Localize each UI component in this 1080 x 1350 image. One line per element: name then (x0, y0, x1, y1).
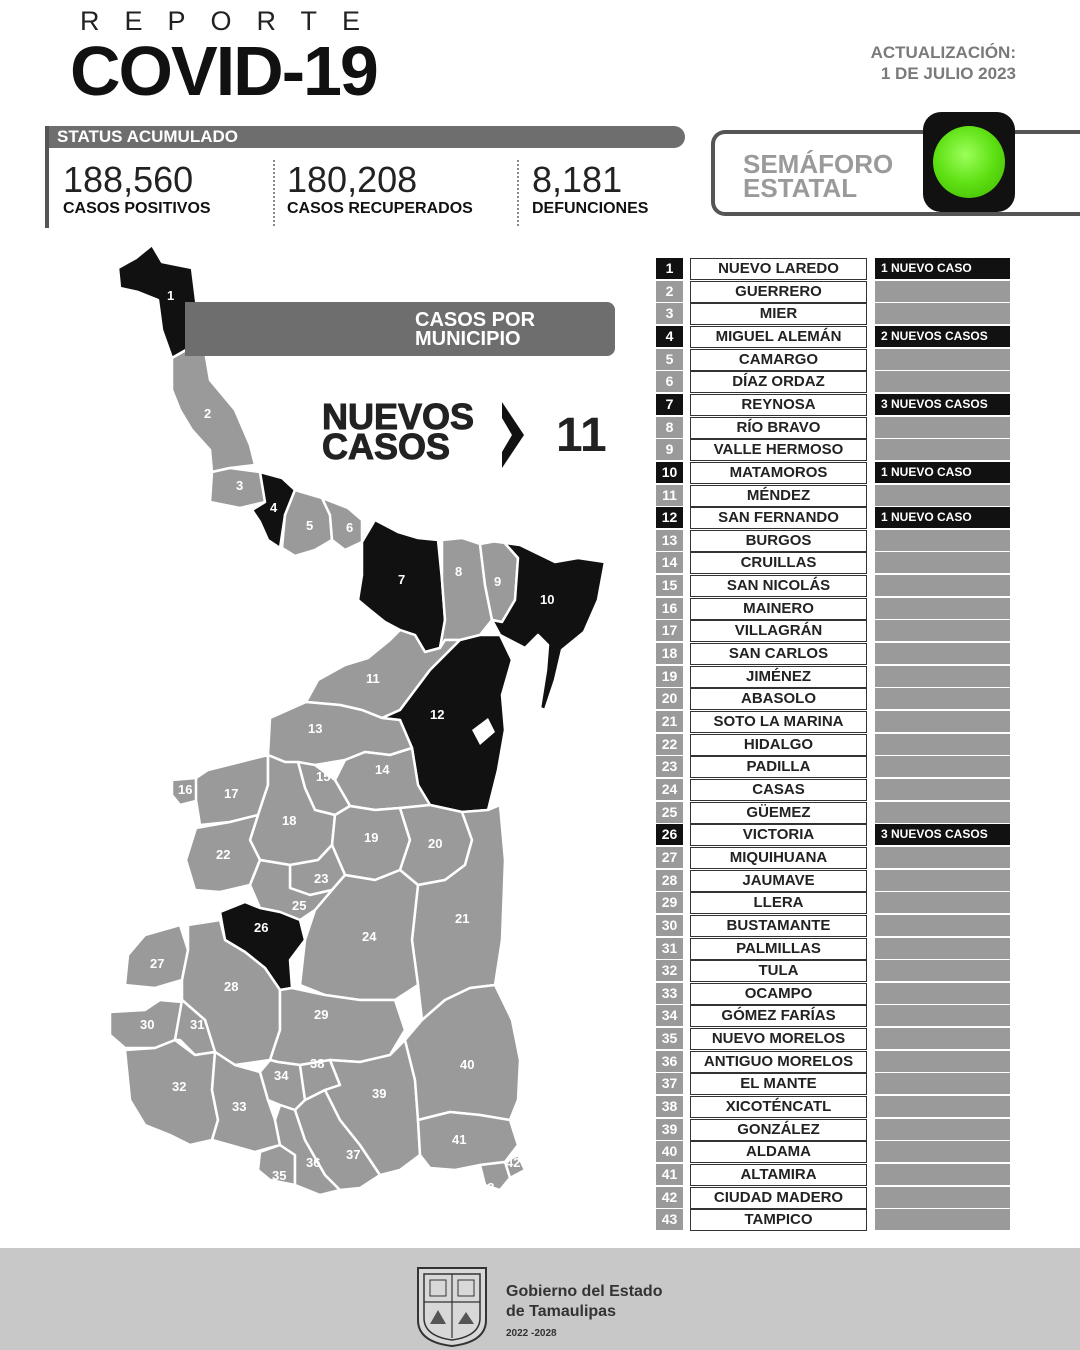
nuevos-line2: CASOS (322, 426, 451, 467)
municipio-cases (875, 779, 1010, 800)
list-item (656, 643, 1012, 665)
municipio-number: 43 (656, 1209, 683, 1230)
stat-defunciones-label: DEFUNCIONES (532, 200, 649, 217)
municipio-name: GÜEMEZ (690, 802, 867, 824)
status-panel (45, 126, 685, 228)
municipio-number: 38 (656, 1096, 683, 1117)
municipio-name: CRUILLAS (690, 552, 867, 574)
municipio-cases (875, 666, 1010, 687)
municipio-name: SOTO LA MARINA (690, 711, 867, 733)
municipio-number: 18 (656, 643, 683, 664)
municipio-number: 20 (656, 688, 683, 709)
map-title-line1: CASOS POR (415, 309, 536, 331)
svg-text:39: 39 (372, 1086, 387, 1101)
municipio-number: 42 (656, 1187, 683, 1208)
list-item (656, 507, 1012, 529)
municipio-cases (875, 688, 1010, 709)
municipio-name: ALDAMA (690, 1141, 867, 1163)
municipio-cases (875, 417, 1010, 438)
municipio-cases: 3 NUEVOS CASOS (875, 824, 1010, 845)
municipio-number: 16 (656, 598, 683, 619)
municipio-name: PALMILLAS (690, 938, 867, 960)
update-label: ACTUALIZACIÓN: (870, 43, 1016, 62)
municipio-number: 2 (656, 281, 683, 302)
municipio-name: REYNOSA (690, 394, 867, 416)
svg-text:38: 38 (310, 1056, 325, 1071)
list-item (656, 734, 1012, 756)
nuevos-casos-label (322, 396, 475, 467)
map-title-bar (185, 302, 615, 356)
municipio-name: XICOTÉNCATL (690, 1096, 867, 1118)
municipio-name: VALLE HERMOSO (690, 439, 867, 461)
list-item (656, 779, 1012, 801)
traffic-light-icon (923, 112, 1015, 212)
municipio-cases (875, 1051, 1010, 1072)
municipio-number: 39 (656, 1119, 683, 1140)
municipio-cases (875, 1164, 1010, 1185)
stat-recuperados-label: CASOS RECUPERADOS (287, 200, 473, 217)
municipio-number: 10 (656, 462, 683, 483)
list-item (656, 756, 1012, 778)
svg-text:14: 14 (375, 762, 390, 777)
municipio-number: 9 (656, 439, 683, 460)
svg-text:18: 18 (282, 813, 297, 828)
svg-text:19: 19 (364, 830, 379, 845)
svg-text:21: 21 (455, 911, 470, 926)
list-item (656, 688, 1012, 710)
list-item (656, 371, 1012, 393)
svg-text:25: 25 (292, 898, 307, 913)
municipio-number: 41 (656, 1164, 683, 1185)
municipio-cases (875, 1028, 1010, 1049)
municipio-cases (875, 734, 1010, 755)
municipio-name: JIMÉNEZ (690, 666, 867, 688)
svg-text:36: 36 (306, 1155, 321, 1170)
list-item (656, 711, 1012, 733)
municipio-number: 19 (656, 666, 683, 687)
municipio-cases (875, 1005, 1010, 1026)
municipio-name: MAINERO (690, 598, 867, 620)
list-item (656, 983, 1012, 1005)
municipio-cases (875, 1141, 1010, 1162)
municipio-number: 7 (656, 394, 683, 415)
municipio-number: 35 (656, 1028, 683, 1049)
municipio-name: VILLAGRÁN (690, 620, 867, 642)
semaforo-label (743, 149, 894, 203)
municipio-name: NUEVO LAREDO (690, 258, 867, 280)
municipio-number: 4 (656, 326, 683, 347)
list-item (656, 915, 1012, 937)
municipio-name: PADILLA (690, 756, 867, 778)
svg-text:7: 7 (398, 572, 406, 587)
svg-text:35: 35 (272, 1168, 287, 1183)
stat-positivos (63, 160, 211, 218)
list-item (656, 620, 1012, 642)
municipio-cases (875, 620, 1010, 641)
nuevos-total: 11 (556, 409, 607, 462)
municipio-cases (875, 1073, 1010, 1094)
municipio-cases: 3 NUEVOS CASOS (875, 394, 1010, 415)
svg-text:9: 9 (494, 574, 502, 589)
municipio-name: ABASOLO (690, 688, 867, 710)
list-item (656, 1073, 1012, 1095)
svg-text:24: 24 (362, 929, 377, 944)
list-item (656, 938, 1012, 960)
svg-text:15: 15 (316, 769, 331, 784)
municipio-cases (875, 756, 1010, 777)
stat-recuperados-value: 180,208 (287, 159, 418, 200)
municipio-cases (875, 1187, 1010, 1208)
svg-text:11: 11 (366, 671, 380, 686)
stat-recuperados (287, 160, 473, 218)
municipio-name: MÉNDEZ (690, 485, 867, 507)
municipio-name: MIER (690, 303, 867, 325)
municipio-name: SAN NICOLÁS (690, 575, 867, 597)
municipio-cases (875, 892, 1010, 913)
municipio-name: GUERRERO (690, 281, 867, 303)
municipio-number: 5 (656, 349, 683, 370)
municipio-name: EL MANTE (690, 1073, 867, 1095)
semaforo-panel (711, 130, 1080, 216)
municipio-number: 15 (656, 575, 683, 596)
municipio-name: BURGOS (690, 530, 867, 552)
svg-text:10: 10 (540, 592, 555, 607)
municipio-cases (875, 847, 1010, 868)
municipio-cases (875, 1096, 1010, 1117)
svg-text:8: 8 (455, 564, 463, 579)
municipio-name: RÍO BRAVO (690, 417, 867, 439)
municipio-number: 1 (656, 258, 683, 279)
list-item (656, 1096, 1012, 1118)
municipio-cases (875, 530, 1010, 551)
municipio-cases (875, 960, 1010, 981)
municipio-name: GONZÁLEZ (690, 1119, 867, 1141)
municipio-name: TAMPICO (690, 1209, 867, 1231)
municipio-number: 30 (656, 915, 683, 936)
government-years: 2022 -2028 (506, 1328, 557, 1339)
municipio-cases (875, 552, 1010, 573)
municipio-number: 22 (656, 734, 683, 755)
list-item (656, 1005, 1012, 1027)
status-bar: STATUS ACUMULADO (49, 126, 685, 148)
municipio-name: OCAMPO (690, 983, 867, 1005)
municipio-name: CASAS (690, 779, 867, 801)
svg-text:30: 30 (140, 1017, 155, 1032)
svg-text:29: 29 (314, 1007, 329, 1022)
svg-text:32: 32 (172, 1079, 187, 1094)
list-item (656, 462, 1012, 484)
tamaulipas-map (100, 240, 620, 1200)
municipio-name: SAN CARLOS (690, 643, 867, 665)
municipio-name: JAUMAVE (690, 870, 867, 892)
svg-text:16: 16 (178, 782, 193, 797)
list-item (656, 1187, 1012, 1209)
svg-text:4: 4 (270, 500, 278, 515)
list-item (656, 349, 1012, 371)
map-region-2 (172, 345, 255, 472)
municipio-number: 14 (656, 552, 683, 573)
municipio-name: HIDALGO (690, 734, 867, 756)
municipio-number: 24 (656, 779, 683, 800)
list-item (656, 1119, 1012, 1141)
svg-text:13: 13 (308, 721, 323, 736)
municipio-cases (875, 303, 1010, 324)
municipio-name: ALTAMIRA (690, 1164, 867, 1186)
list-item (656, 439, 1012, 461)
municipio-number: 21 (656, 711, 683, 732)
svg-text:1: 1 (167, 288, 175, 303)
municipio-cases (875, 281, 1010, 302)
list-item (656, 598, 1012, 620)
municipio-number: 26 (656, 824, 683, 845)
government-name (506, 1282, 662, 1322)
municipio-cases (875, 575, 1010, 596)
list-item (656, 575, 1012, 597)
list-item (656, 960, 1012, 982)
svg-text:40: 40 (460, 1057, 475, 1072)
svg-text:26: 26 (254, 920, 269, 935)
stat-positivos-value: 188,560 (63, 159, 194, 200)
municipio-name: LLERA (690, 892, 867, 914)
municipio-name: MATAMOROS (690, 462, 867, 484)
list-item (656, 847, 1012, 869)
municipio-name: CIUDAD MADERO (690, 1187, 867, 1209)
list-item (656, 666, 1012, 688)
svg-text:34: 34 (274, 1068, 289, 1083)
municipio-name: DÍAZ ORDAZ (690, 371, 867, 393)
list-item (656, 485, 1012, 507)
municipio-number: 3 (656, 303, 683, 324)
list-item (656, 870, 1012, 892)
municipio-number: 25 (656, 802, 683, 823)
municipio-name: NUEVO MORELOS (690, 1028, 867, 1050)
municipio-number: 17 (656, 620, 683, 641)
municipio-cases (875, 711, 1010, 732)
list-item (656, 802, 1012, 824)
municipio-cases: 2 NUEVOS CASOS (875, 326, 1010, 347)
stat-defunciones-value: 8,181 (532, 159, 623, 200)
list-item (656, 303, 1012, 325)
municipio-number: 32 (656, 960, 683, 981)
municipio-number: 28 (656, 870, 683, 891)
svg-text:12: 12 (430, 707, 445, 722)
municipio-cases (875, 1209, 1010, 1230)
list-item (656, 530, 1012, 552)
list-item (656, 1028, 1012, 1050)
municipio-number: 13 (656, 530, 683, 551)
green-light (933, 126, 1005, 198)
municipio-number: 29 (656, 892, 683, 913)
municipio-name: MIGUEL ALEMÁN (690, 326, 867, 348)
government-line1: Gobierno del Estado (506, 1283, 663, 1300)
municipio-cases (875, 643, 1010, 664)
municipio-cases (875, 983, 1010, 1004)
municipio-cases (875, 870, 1010, 891)
municipio-number: 40 (656, 1141, 683, 1162)
municipio-name: BUSTAMANTE (690, 915, 867, 937)
list-item (656, 1051, 1012, 1073)
municipio-number: 23 (656, 756, 683, 777)
list-item (656, 1209, 1012, 1231)
map-title-line2: MUNICIPIO (415, 328, 521, 350)
svg-text:33: 33 (232, 1099, 247, 1114)
state-seal-icon (412, 1262, 492, 1348)
svg-text:23: 23 (314, 871, 329, 886)
municipio-cases (875, 349, 1010, 370)
municipio-number: 8 (656, 417, 683, 438)
list-item (656, 824, 1012, 846)
svg-text:6: 6 (346, 520, 354, 535)
update-date: 1 DE JULIO 2023 (880, 64, 1016, 83)
municipio-cases: 1 NUEVO CASO (875, 258, 1010, 279)
semaforo-line2: ESTATAL (743, 173, 858, 203)
municipio-number: 6 (656, 371, 683, 392)
municipio-cases: 1 NUEVO CASO (875, 462, 1010, 483)
list-item (656, 326, 1012, 348)
svg-text:3: 3 (236, 478, 244, 493)
svg-text:41: 41 (452, 1132, 467, 1147)
map-region-29 (270, 988, 405, 1065)
list-item (656, 552, 1012, 574)
municipio-number: 36 (656, 1051, 683, 1072)
svg-text:5: 5 (306, 518, 314, 533)
stat-divider (273, 160, 275, 226)
municipio-cases (875, 485, 1010, 506)
municipio-cases: 1 NUEVO CASO (875, 507, 1010, 528)
list-item (656, 1141, 1012, 1163)
list-item (656, 892, 1012, 914)
svg-text:43: 43 (480, 1180, 495, 1195)
municipio-number: 27 (656, 847, 683, 868)
nuevos-line1: NUEVOS (322, 396, 475, 437)
municipio-name: SAN FERNANDO (690, 507, 867, 529)
report-label: REPORTE (80, 6, 386, 36)
list-item (656, 1164, 1012, 1186)
svg-text:42: 42 (506, 1155, 521, 1170)
government-line2: de Tamaulipas (506, 1303, 616, 1320)
municipio-number: 37 (656, 1073, 683, 1094)
svg-text:20: 20 (428, 836, 443, 851)
svg-text:28: 28 (224, 979, 239, 994)
municipio-name: VICTORIA (690, 824, 867, 846)
municipio-name: ANTIGUO MORELOS (690, 1051, 867, 1073)
stat-divider (517, 160, 519, 226)
municipio-cases (875, 938, 1010, 959)
stat-positivos-label: CASOS POSITIVOS (63, 200, 211, 217)
update-info (871, 42, 1016, 84)
semaforo-line1: SEMÁFORO (743, 149, 894, 179)
municipio-name: CAMARGO (690, 349, 867, 371)
municipio-cases (875, 1119, 1010, 1140)
municipio-number: 33 (656, 983, 683, 1004)
municipio-cases (875, 371, 1010, 392)
municipio-name: MIQUIHUANA (690, 847, 867, 869)
municipio-number: 12 (656, 507, 683, 528)
list-item (656, 258, 1012, 280)
svg-text:17: 17 (224, 786, 239, 801)
svg-text:22: 22 (216, 847, 231, 862)
stat-defunciones (532, 160, 648, 218)
list-item (656, 417, 1012, 439)
municipio-name: TULA (690, 960, 867, 982)
municipio-cases (875, 802, 1010, 823)
municipio-cases (875, 439, 1010, 460)
municipio-cases (875, 915, 1010, 936)
footer (0, 1248, 1080, 1350)
chevron-right-icon (500, 400, 526, 470)
municipio-number: 34 (656, 1005, 683, 1026)
svg-text:31: 31 (190, 1017, 205, 1032)
list-item (656, 281, 1012, 303)
municipio-cases (875, 598, 1010, 619)
municipio-number: 11 (656, 485, 683, 506)
page-title: COVID-19 (70, 32, 377, 110)
svg-text:2: 2 (204, 406, 212, 421)
svg-text:27: 27 (150, 956, 165, 971)
municipio-name: GÓMEZ FARÍAS (690, 1005, 867, 1027)
svg-text:37: 37 (346, 1147, 361, 1162)
list-item (656, 394, 1012, 416)
municipio-number: 31 (656, 938, 683, 959)
